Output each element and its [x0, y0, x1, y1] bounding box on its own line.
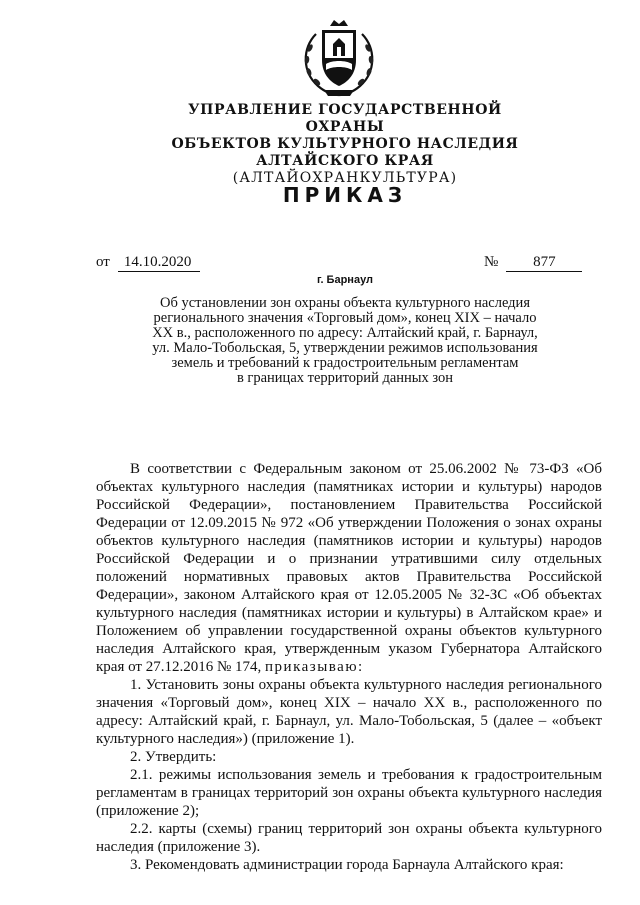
order-subject	[120, 296, 570, 386]
header-line-3: АЛТАЙСКОГО КРАЯ	[256, 153, 434, 169]
subject-line: XX в., расположенного по адресу: Алтайский край, г. Барнаул,	[152, 325, 538, 341]
number-value: 877	[506, 254, 582, 272]
preamble-paragraph	[96, 460, 602, 676]
order-word: приказываю:	[265, 659, 364, 675]
coat-of-arms-emblem	[296, 14, 382, 100]
order-number	[484, 254, 582, 272]
number-label: №	[484, 254, 499, 270]
order-body	[96, 460, 602, 874]
date-value: 14.10.2020	[118, 254, 200, 272]
item-3-paragraph: 3. Рекомендовать администрации города Барнаула Алтайского края:	[130, 857, 564, 873]
subject-line: Об установлении зон охраны объекта культурного наследия	[160, 295, 530, 311]
subject-line: в границах территорий данных зон	[236, 370, 454, 386]
header-line-4: (АЛТАЙОХРАНКУЛЬТУРА)	[232, 170, 458, 186]
item-1-paragraph: 1. Установить зоны охраны объекта культурного наследия регионального значения «Торговый дом», конец XIX – начало XX в., расположенного по адресу: Алтайский край, г. Барнаул, ул. Мало-Тобольская, 5 (далее – «объект культурного наследия») (приложение 1).	[96, 677, 602, 747]
subject-line: ул. Мало-Тобольская, 5, утверждении режимов использования	[152, 340, 538, 356]
city-line: г. Барнаул	[316, 274, 374, 286]
organization-header	[150, 102, 540, 187]
date-label: от	[96, 254, 110, 270]
subject-line: регионального значения «Торговый дом», конец XIX – начало	[153, 310, 537, 326]
header-line-1: УПРАВЛЕНИЕ ГОСУДАРСТВЕННОЙ ОХРАНЫ	[188, 102, 502, 135]
item-2-paragraph: 2. Утвердить:	[130, 749, 217, 765]
item-2-2-paragraph: 2.2. карты (схемы) границ территорий зон охраны объекта культурного наследия (приложение 3).	[96, 821, 602, 855]
order-title: ПРИКАЗ	[282, 183, 408, 207]
subject-line: земель и требований к градостроительным регламентам	[171, 355, 519, 371]
header-line-2: ОБЪЕКТОВ КУЛЬТУРНОГО НАСЛЕДИЯ	[171, 136, 519, 152]
preamble-text: В соответствии с Федеральным законом от 25.06.2002 № 73-ФЗ «Об объектах культурного наследия (памятниках истории и культуры) народов Российской Федерации», постановлением Правительства Российской Федерации от 12.09.2015 № 972 «Об утверждении Положения о зонах охраны объектов культурного наследия (памятников истории и культуры) народов Российской Федерации и о признании утратившими силу отдельных положений нормативных правовых актов Правительства Российской Федерации», законом Алтайского края от 12.05.2005 № 32-ЗС «Об объектах культурного наследия (памятниках истории и культуры) в Алтайском крае» и Положением об управлении государственной охраны объектов культурного наследия Алтайского края, утвержденным указом Губернатора Алтайского края от 27.12.2016 № 174,	[96, 461, 602, 675]
order-date	[96, 254, 200, 272]
item-2-1-paragraph: 2.1. режимы использования земель и требования к градостроительным регламентам в границах территорий зон охраны объекта культурного наследия (приложение 2);	[96, 767, 602, 819]
